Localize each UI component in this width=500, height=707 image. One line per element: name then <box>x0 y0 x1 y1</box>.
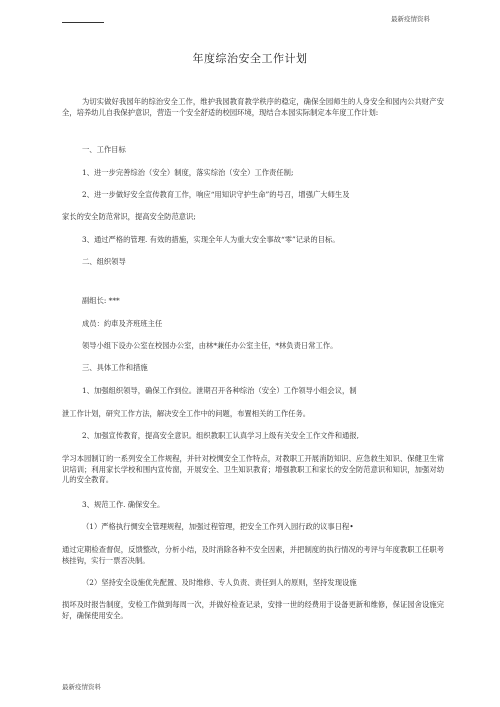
measure-3-item-1: （1）严格执行惆安全管理规程，加强过程管理，把安全工作列入园行政的议事日程• <box>82 522 354 531</box>
measure-1-cont: 泄工作计划，研究工作方法，解决安全工作中的问题，布置相关的工作任务。 <box>62 409 311 418</box>
section-heading-goals: 一、工作目标 <box>82 145 126 154</box>
goal-item-2: 2、进一步做好安全宣传教育工作，响应“用知识守护生命”的号召，增强广大师生及 <box>82 190 350 199</box>
org-members: 成员：約車及齐班班主任 <box>82 319 163 328</box>
section-heading-measures: 三、具体工作和措施 <box>82 363 148 372</box>
section-heading-org: 二、组织领导 <box>82 257 126 266</box>
goal-item-2-cont: 家长的安全防范常识，提高安全防范意识; <box>62 212 196 221</box>
measure-3-item-2-cont: 损坏及时报告制度，安检工作做到每周一次，并做好检查记录，安排一世的经费用于设备更新和维修，保证园舍设施完好，确保使用安全。 <box>62 600 444 620</box>
measure-3: 3、规范工作. 确保安全。 <box>82 500 165 509</box>
goal-item-1: 1、进一步完善综治（安全）制度，落实综治（安全）工作责任制; <box>82 168 294 177</box>
measure-2-cont: 学习本园制订的一系列安全工作规程，并针对校惆安全工作特点，对教职工开展消防知识、应急救生知识、保健卫生常识培训；利用家长学校和围内宣传窗，开展安全、卫生知识教育；增强教职工和家长的安全防范意识和知识，加强对幼儿的安全教育。 <box>62 454 444 484</box>
org-deputy: 副组长: *** <box>82 296 120 305</box>
org-office: 领导小组下设办公室在校园办公室，由林*兼任办公室主任，*林负责日常工作。 <box>82 341 338 350</box>
intro-paragraph: 为切实做好我园年的综治安全工作，维护我园教育教学秩序的稳定，确保全园师生的人身安全和园内公共财产安全，培养幼儿自我保护意识，营造一个安全舒适的校园环境，现结合本园实际制定本年度工作计划: <box>62 97 444 117</box>
header-rule <box>62 22 104 23</box>
measure-1: 1、加强组织领导，确保工作到位。泄期召开各种综治（安全）工作领导小组会议，制 <box>82 386 357 395</box>
measure-2: 2、加强宣传教育，提高安全意识。组织教职工认真学习上级有关安全工作文件和通报, <box>82 431 359 440</box>
footer-note: 最新疫情资料 <box>62 683 101 691</box>
goal-item-3: 3、通过严格的管理. 有效的措施，实现全年人为重大安全事故“零”记录的目标。 <box>82 235 340 244</box>
document-title: 年度综治安全工作计划 <box>192 52 308 65</box>
measure-3-item-1-cont: 通过定期检查督促，反馈整改，分析小结，及时消除各种不安全因素，并把制度的执行情况的考评与年度教职工任职考核挂钩，实行一票否决制。 <box>62 545 444 565</box>
measure-3-item-2: （2）坚持安全设施优先配置、及时维修、专人负责、责任到人的原则，坚持发现设施 <box>82 578 357 587</box>
header-note: 最新疫情资料 <box>391 15 430 23</box>
